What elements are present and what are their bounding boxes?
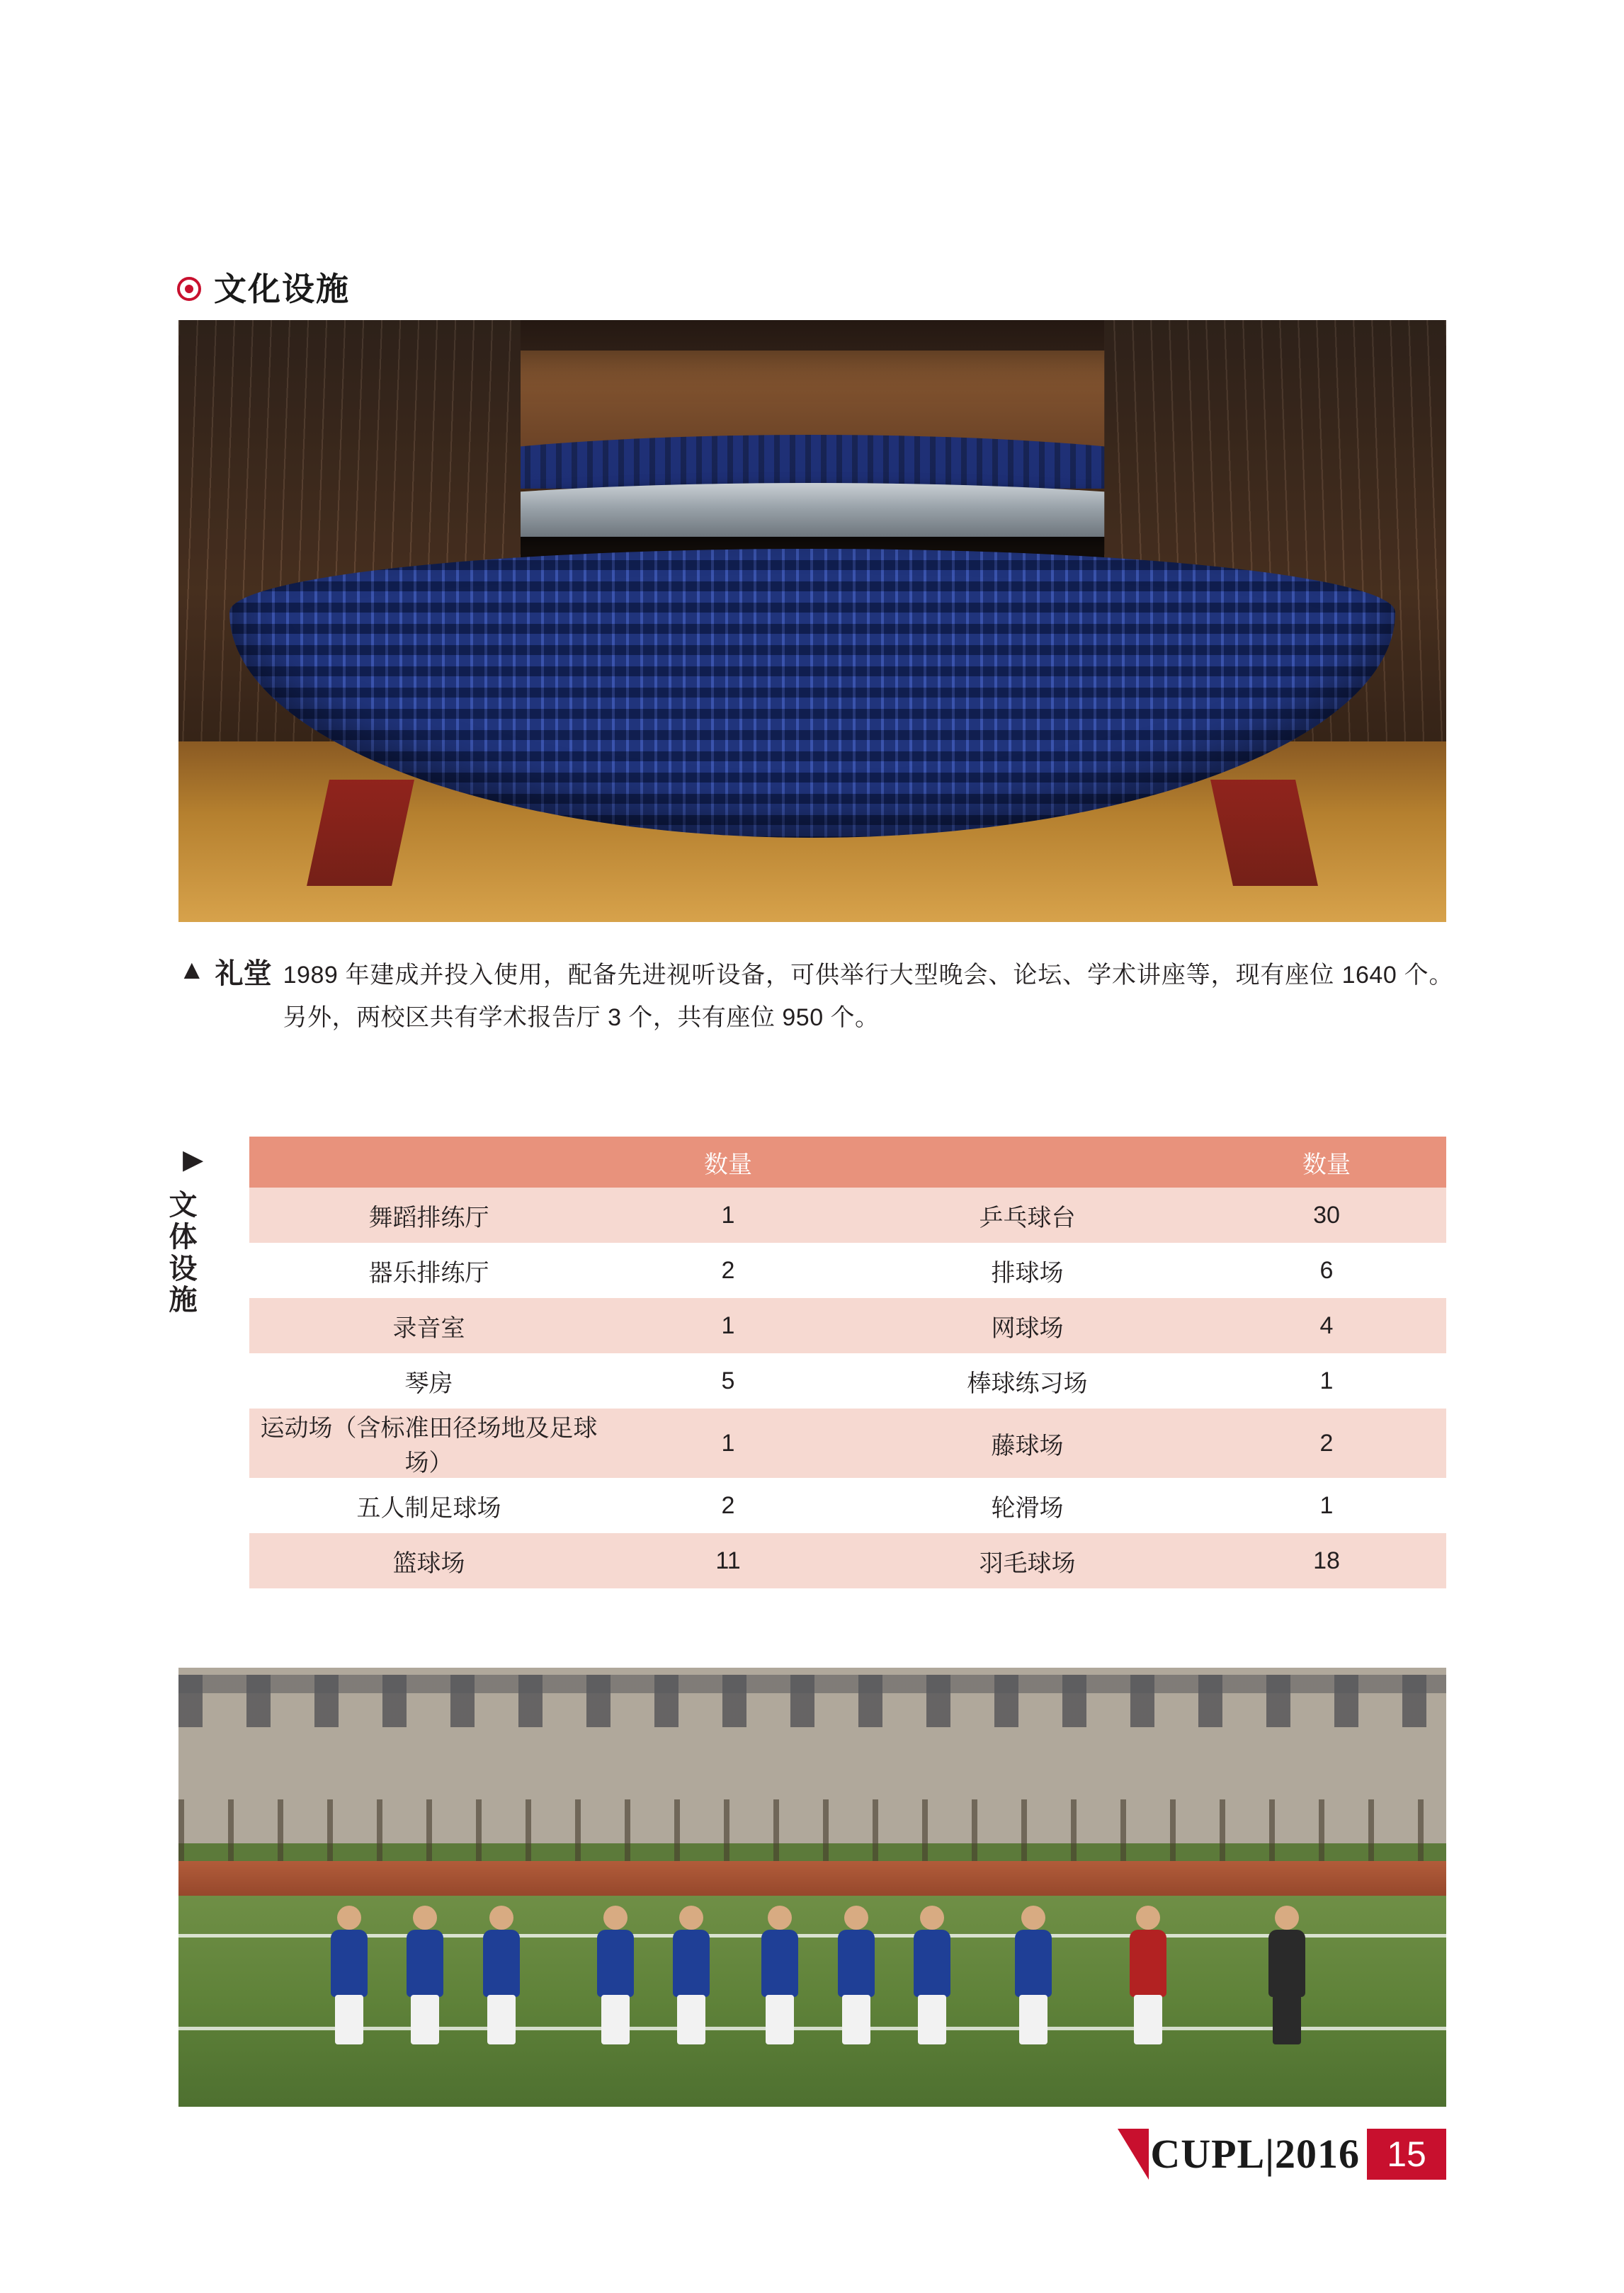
- player-figure-dark: [1268, 1930, 1305, 2071]
- page-footer: [1118, 2129, 1446, 2180]
- running-track: [178, 1861, 1446, 1896]
- target-bullet-icon: [177, 277, 201, 301]
- cell-facility-name: 琴房: [249, 1353, 608, 1409]
- footer-arrow-icon: [1118, 2129, 1149, 2180]
- cell-facility-name: 运动场（含标准田径场地及足球场）: [249, 1409, 608, 1478]
- cell-facility-qty: 6: [1207, 1243, 1446, 1298]
- cell-facility-qty: 18: [1207, 1533, 1446, 1588]
- header-cell-name-right: [848, 1137, 1207, 1188]
- pitch-line: [178, 2027, 1446, 2030]
- player-figure: [597, 1930, 634, 2071]
- section-heading: [177, 273, 350, 305]
- football-pitch: [178, 1896, 1446, 2107]
- building-windows: [178, 1675, 1446, 1727]
- table-row: [249, 1298, 1446, 1353]
- player-figure: [673, 1930, 710, 2071]
- cell-facility-qty: 1: [608, 1188, 848, 1243]
- table-row: [249, 1353, 1446, 1409]
- football-photo: [178, 1668, 1446, 2107]
- cell-facility-name: 器乐排练厅: [249, 1243, 608, 1298]
- cell-facility-qty: 2: [1207, 1409, 1446, 1478]
- cell-facility-qty: 1: [608, 1409, 848, 1478]
- page-number: 15: [1367, 2129, 1446, 2180]
- page-title: 文化设施: [214, 271, 350, 307]
- cell-facility-name: 藤球场: [848, 1409, 1207, 1478]
- cell-facility-name: 篮球场: [249, 1533, 608, 1588]
- table-row: [249, 1409, 1446, 1478]
- cell-facility-name: 羽毛球场: [848, 1533, 1207, 1588]
- facilities-table-body: [249, 1188, 1446, 1588]
- cell-facility-qty: 1: [1207, 1353, 1446, 1409]
- cell-facility-qty: 11: [608, 1533, 848, 1588]
- cell-facility-name: 舞蹈排练厅: [249, 1188, 608, 1243]
- cell-facility-name: 棒球练习场: [848, 1353, 1207, 1409]
- football-background-trees: [178, 1799, 1446, 1870]
- table-row: [249, 1243, 1446, 1298]
- triangle-up-icon: ▲: [178, 955, 205, 985]
- cell-facility-name: 录音室: [249, 1298, 608, 1353]
- player-figure-red: [1130, 1930, 1166, 2071]
- footer-brand: CUPL|2016: [1150, 2131, 1360, 2177]
- table-row: [249, 1533, 1446, 1588]
- table-header-row: [249, 1137, 1446, 1188]
- facilities-vertical-label: 文体设施: [169, 1190, 198, 1316]
- player-figure: [761, 1930, 798, 2071]
- auditorium-photo: [178, 320, 1446, 922]
- header-cell-qty-left: 数量: [608, 1137, 848, 1188]
- facilities-table-head: [249, 1137, 1446, 1188]
- auditorium-caption: [178, 955, 1453, 1039]
- pitch-line: [178, 1934, 1446, 1938]
- cell-facility-name: 轮滑场: [848, 1478, 1207, 1533]
- header-cell-qty-right: 数量: [1207, 1137, 1446, 1188]
- header-cell-name-left: [249, 1137, 608, 1188]
- player-figure: [838, 1930, 875, 2071]
- facilities-table: [249, 1137, 1446, 1588]
- cell-facility-qty: 2: [608, 1243, 848, 1298]
- cell-facility-name: 排球场: [848, 1243, 1207, 1298]
- cell-facility-qty: 1: [1207, 1478, 1446, 1533]
- cell-facility-qty: 4: [1207, 1298, 1446, 1353]
- player-figure: [407, 1930, 443, 2071]
- cell-facility-qty: 30: [1207, 1188, 1446, 1243]
- cell-facility-qty: 2: [608, 1478, 848, 1533]
- table-row: [249, 1188, 1446, 1243]
- caption-label: 礼堂: [215, 958, 272, 989]
- cell-facility-name: 五人制足球场: [249, 1478, 608, 1533]
- caption-text: 1989 年建成并投入使用，配备先进视听设备，可供举行大型晚会、论坛、学术讲座等，现有座位 1640 个。另外，两校区共有学术报告厅 3 个，共有座位 950 个。: [283, 962, 1453, 1031]
- cell-facility-qty: 5: [608, 1353, 848, 1409]
- table-row: [249, 1478, 1446, 1533]
- cell-facility-qty: 1: [608, 1298, 848, 1353]
- player-figure: [914, 1930, 950, 2071]
- cell-facility-name: 网球场: [848, 1298, 1207, 1353]
- player-figure: [1015, 1930, 1052, 2071]
- triangle-right-icon: ▶: [183, 1145, 204, 1175]
- player-figure: [483, 1930, 520, 2071]
- cell-facility-name: 乒乓球台: [848, 1188, 1207, 1243]
- player-figure: [331, 1930, 368, 2071]
